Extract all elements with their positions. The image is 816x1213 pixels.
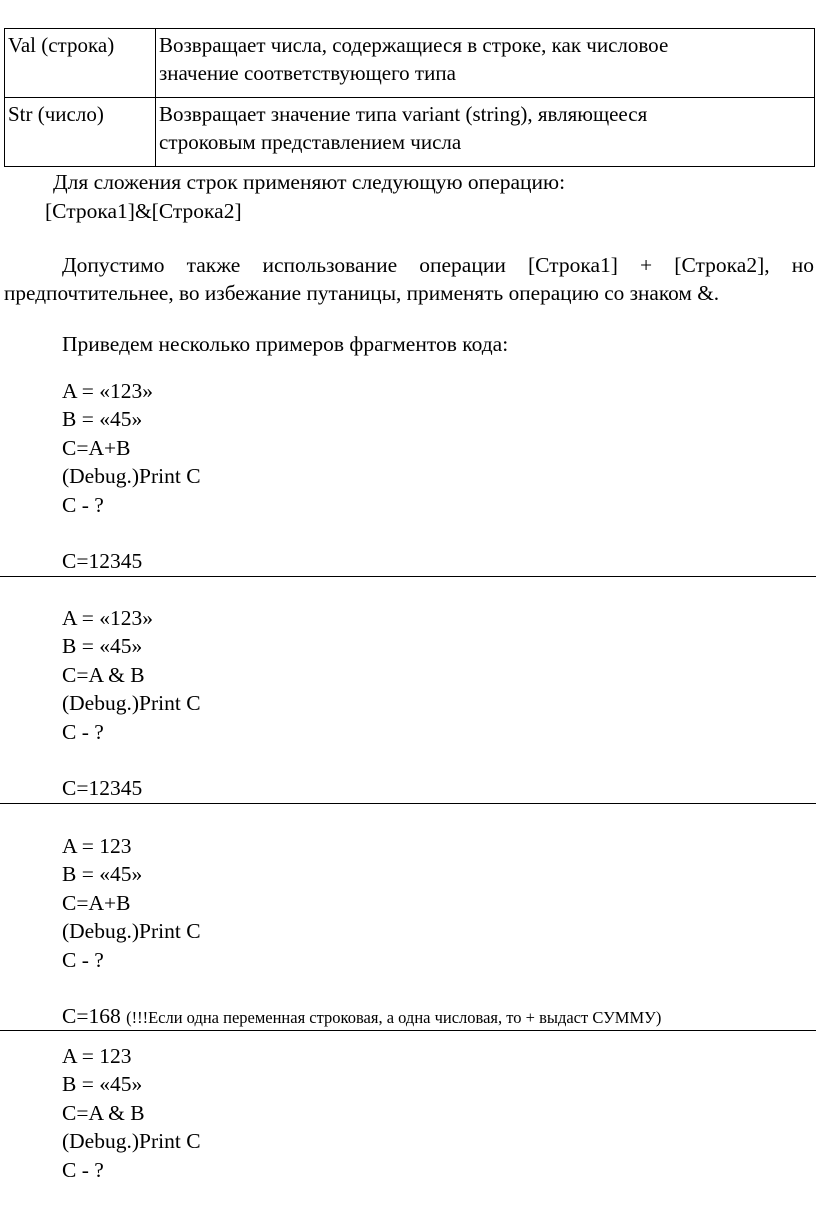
description-line: строковым представлением числа bbox=[159, 130, 462, 154]
warning-note: (!!!Если одна переменная строковая, а одна числовая, то + выдаст СУММУ) bbox=[126, 1008, 662, 1027]
paragraph-line: Допустимо также использование операции [Строка1] + [Строка2], но bbox=[62, 253, 814, 277]
code-line: (Debug.)Print C bbox=[62, 464, 201, 488]
code-line: (Debug.)Print C bbox=[62, 691, 201, 715]
code-result: C=12345 bbox=[62, 776, 143, 800]
code-line: C - ? bbox=[62, 1158, 104, 1182]
code-line: C - ? bbox=[62, 720, 104, 744]
description-line: Возвращает числа, содержащиеся в строке, как числовое bbox=[159, 33, 669, 57]
code-line: C=A & B bbox=[62, 1101, 145, 1125]
paragraph-line: предпочтительнее, во избежание путаницы, применять операцию со знаком &. bbox=[4, 281, 720, 305]
code-line: C - ? bbox=[62, 493, 104, 517]
table-row bbox=[5, 98, 815, 167]
separator-line bbox=[0, 1030, 816, 1031]
code-line: B = «45» bbox=[62, 407, 143, 431]
code-result: C=168 bbox=[62, 1004, 121, 1028]
intro-text: Для сложения строк применяют следующую операцию: bbox=[53, 170, 566, 194]
function-description-cell bbox=[156, 29, 815, 98]
code-result-row bbox=[62, 1002, 661, 1032]
function-name-cell: Val (строка) bbox=[5, 29, 156, 98]
code-line: A = «123» bbox=[62, 606, 153, 630]
description-line: значение соответствующего типа bbox=[159, 61, 456, 85]
code-line: (Debug.)Print C bbox=[62, 919, 201, 943]
code-line: A = 123 bbox=[62, 1044, 132, 1068]
concat-syntax: [Строка1]&[Строка2] bbox=[45, 199, 242, 223]
functions-table bbox=[4, 28, 815, 167]
code-line: C=A & B bbox=[62, 663, 145, 687]
code-line: C=A+B bbox=[62, 891, 131, 915]
code-line: A = 123 bbox=[62, 834, 132, 858]
description-line: Возвращает значение типа variant (string), являющееся bbox=[159, 102, 648, 126]
code-line: (Debug.)Print C bbox=[62, 1129, 201, 1153]
separator-line bbox=[0, 576, 816, 577]
code-line: B = «45» bbox=[62, 1072, 143, 1096]
code-result: C=12345 bbox=[62, 549, 143, 573]
code-line: B = «45» bbox=[62, 862, 143, 886]
code-line: B = «45» bbox=[62, 634, 143, 658]
code-line: A = «123» bbox=[62, 379, 153, 403]
function-name-cell: Str (число) bbox=[5, 98, 156, 167]
table-row bbox=[5, 29, 815, 98]
code-line: C=A+B bbox=[62, 436, 131, 460]
separator-line bbox=[0, 803, 816, 804]
function-description-cell bbox=[156, 98, 815, 167]
code-line: C - ? bbox=[62, 948, 104, 972]
examples-intro: Приведем несколько примеров фрагментов кода: bbox=[62, 332, 509, 356]
